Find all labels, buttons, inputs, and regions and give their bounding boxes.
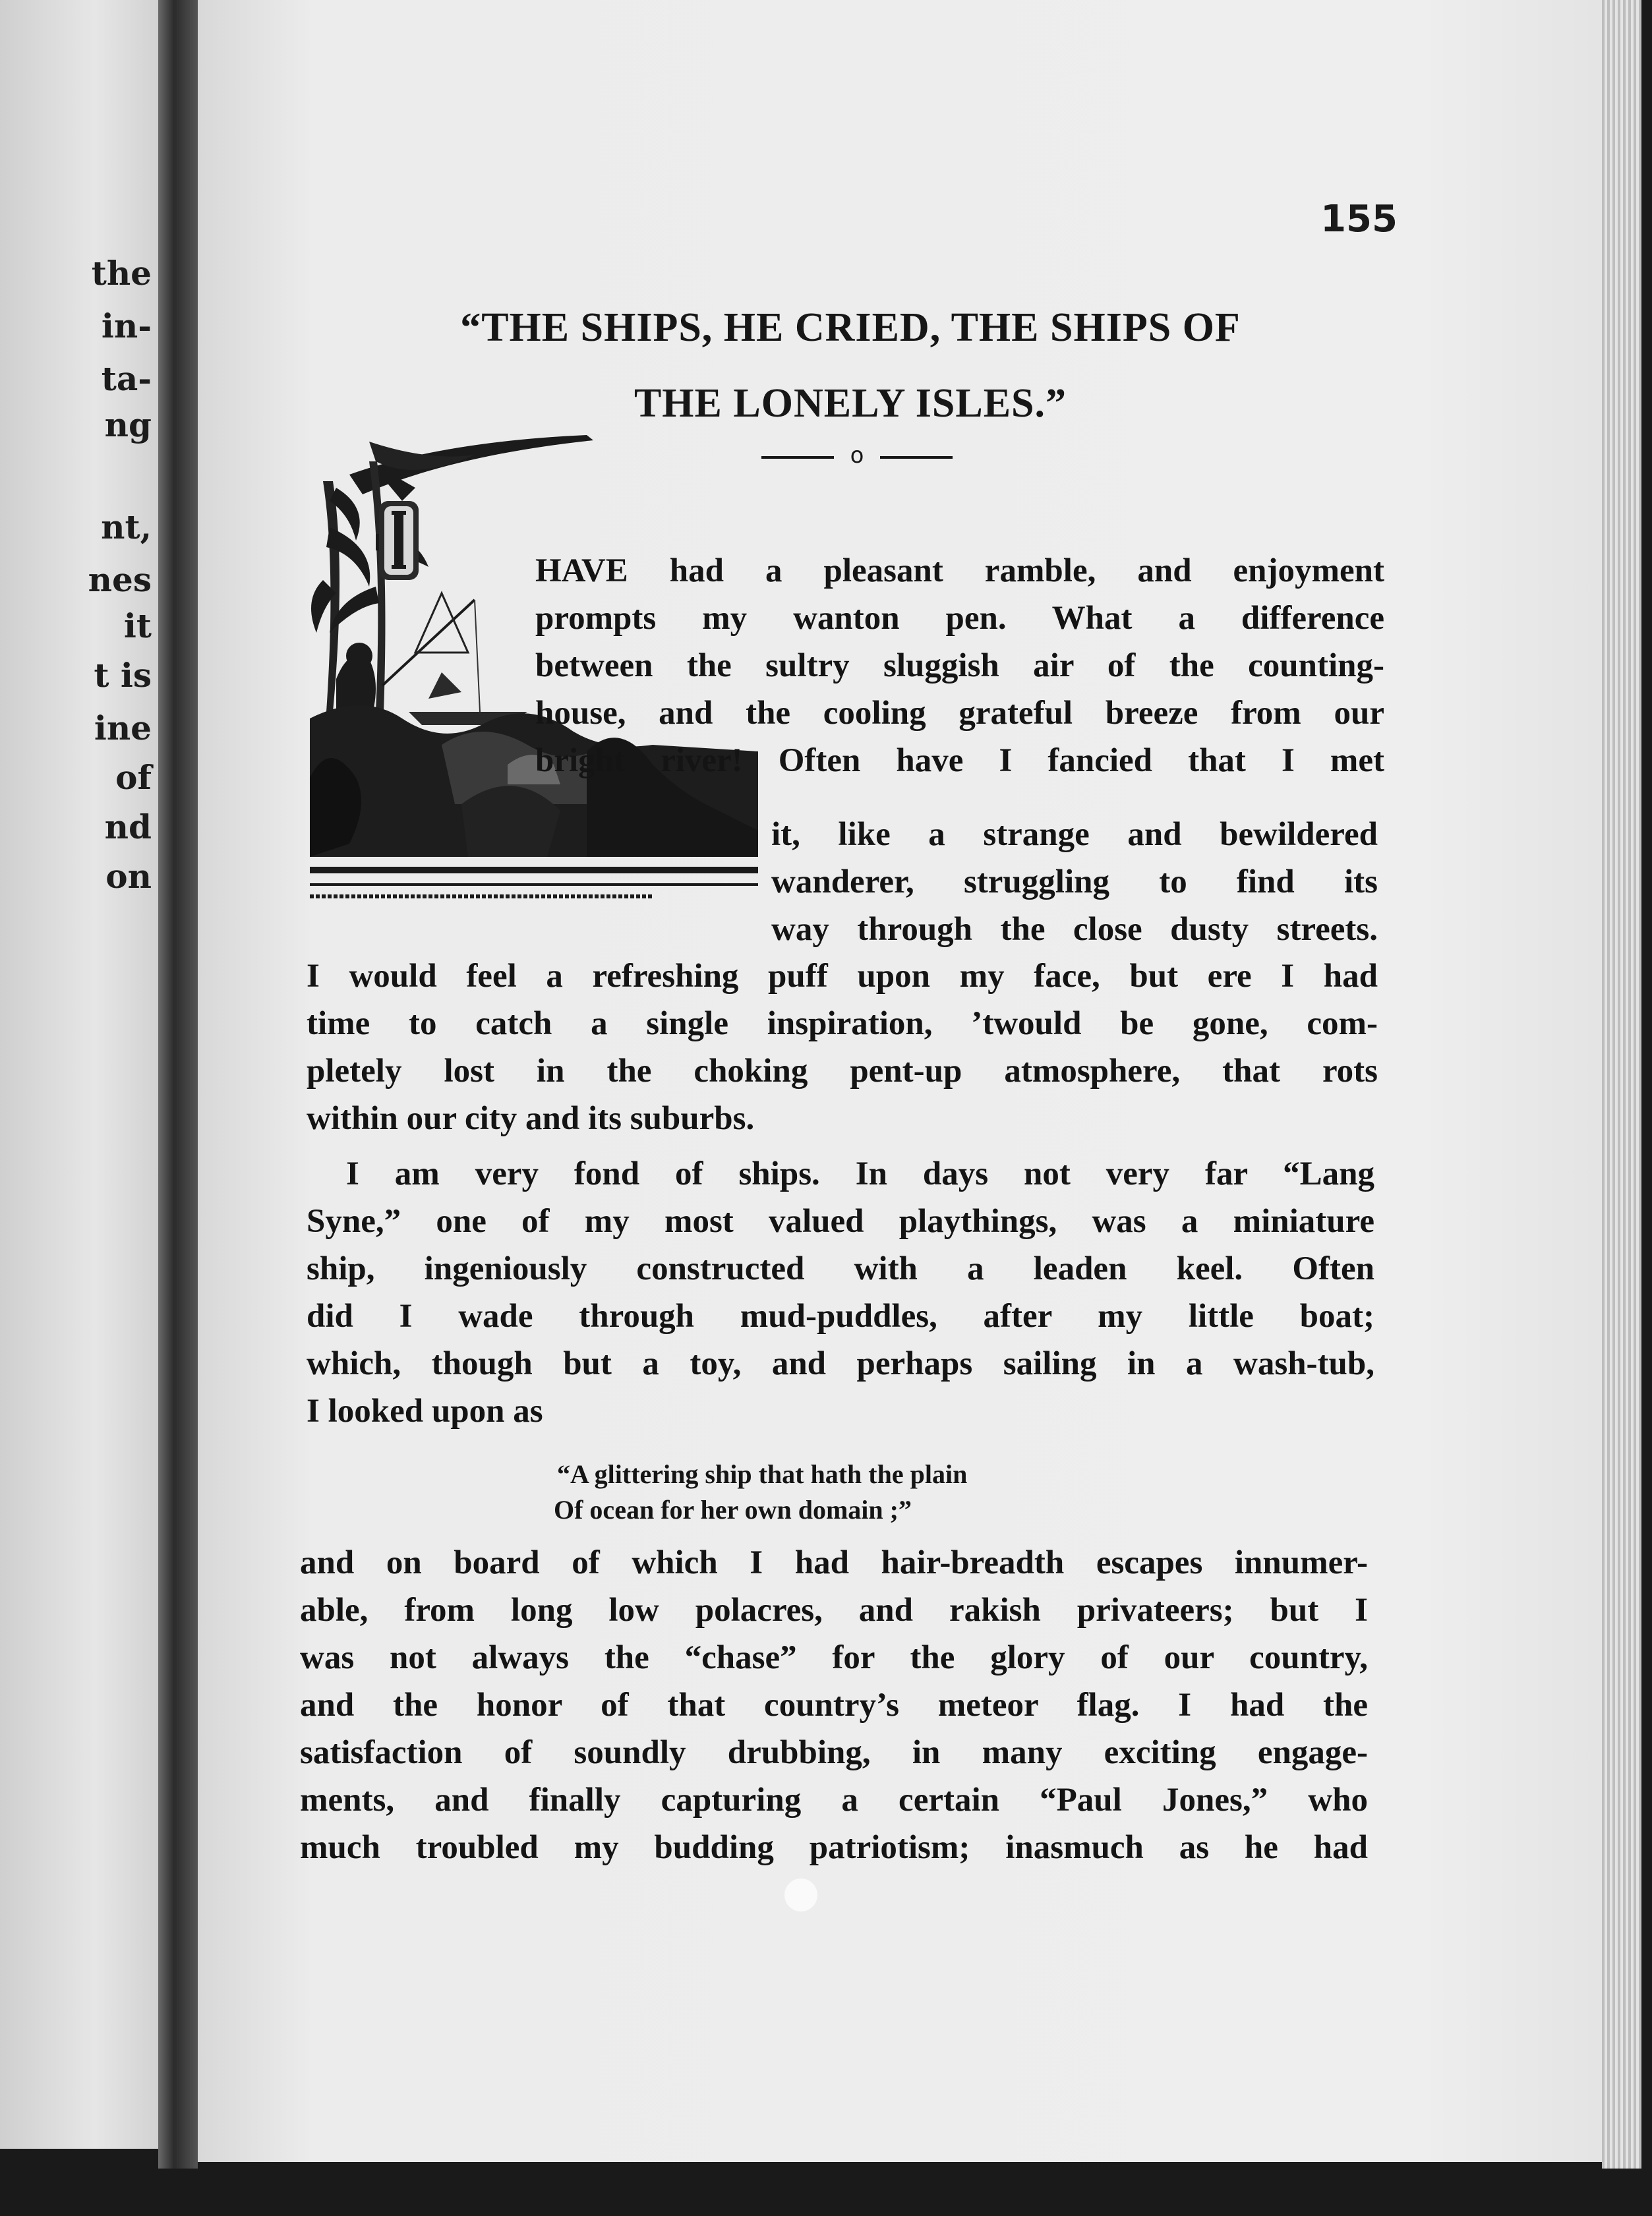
verse-line: “A glittering ship that hath the plain [557,1459,968,1489]
text-line: wanderer, struggling to find its [771,863,1378,900]
text-line: and the honor of that country’s meteor flag. I had the [300,1687,1368,1724]
page-stack-edge [1602,0,1641,2169]
left-page-fragment: ng [104,405,152,444]
text-line: which, though but a toy, and perhaps sailing in a wash-tub, [307,1345,1374,1382]
text-line: way through the close dusty streets. [771,911,1378,948]
book-gutter [158,0,198,2175]
text-line: satisfaction of soundly drubbing, in many exciting engage- [300,1734,1368,1771]
left-page-fragment: nd [104,807,152,846]
left-page-fragment: ine [94,709,152,747]
text-line: bright river! Often have I fancied that I met [535,742,1384,779]
verse-quotation [514,1457,1121,1528]
paragraph-1-short-lines [771,811,1378,953]
left-page-fragment: in- [101,306,152,345]
scan-border [0,2169,1652,2216]
left-page-fragment: of [115,758,152,797]
text-line: pletely lost in the choking pent-up atmosphere, that rots [307,1053,1378,1090]
paragraph-1-top [535,547,1384,784]
text-line: able, from long low polacres, and rakish privateers; but I [300,1592,1368,1629]
left-page-fragment: it [123,606,152,645]
text-line: house, and the cooling grateful breeze from our [535,695,1384,732]
page-number: 155 [1320,198,1398,241]
text-line: ship, ingeniously constructed with a leaden keel. Often [307,1250,1374,1287]
text-line: time to catch a single inspiration, ’twould be gone, com- [307,1005,1378,1042]
text-line: I would feel a refreshing puff upon my face, but ere I had [307,958,1378,995]
text-line: I looked upon as [307,1393,543,1430]
title-ornament: o [761,446,953,465]
text-line: prompts my wanton pen. What a difference [535,600,1384,637]
chapter-title-line-2: THE LONELY ISLES.” [634,381,1067,426]
text-line: ments, and finally capturing a certain “Paul Jones,” who [300,1782,1368,1819]
left-page-fragment: on [105,857,152,896]
text-line: was not always the “chase” for the glory of our country, [300,1639,1368,1676]
chapter-title-line-1: “THE SHIPS, HE CRIED, THE SHIPS OF [460,305,1241,350]
previous-page-edge [0,0,158,2149]
text-line: between the sultry sluggish air of the counting- [535,647,1384,684]
chapter-title [316,290,1384,442]
paragraph-2 [307,1150,1374,1435]
text-line: HAVE had a pleasant ramble, and enjoyment [535,552,1384,589]
text-line: within our city and its suburbs. [307,1100,755,1137]
left-page-fragment: nes [88,560,152,599]
verse-line: Of ocean for her own domain ;” [554,1495,912,1525]
paragraph-3 [300,1539,1368,1871]
left-page-fragment: nt, [101,508,152,546]
scan-blemish [784,1879,817,1911]
text-line: it, like a strange and bewildered [771,816,1378,853]
drop-cap [461,540,462,541]
left-page-fragment: t is [94,656,152,695]
text-line: did I wade through mud-puddles, after my little boat; [307,1298,1374,1335]
left-page-fragment: ta- [101,359,152,398]
text-line: much troubled my budding patriotism; inasmuch as he had [300,1829,1368,1866]
text-line: Syne,” one of my most valued playthings, was a miniature [307,1203,1374,1240]
text-line: and on board of which I had hair-breadth escapes innumer- [300,1544,1368,1581]
left-page-fragment: the [91,254,152,293]
text-line: I am very fond of ships. In days not very far “Lang [346,1155,1374,1192]
paragraph-1-continued [307,952,1378,1142]
